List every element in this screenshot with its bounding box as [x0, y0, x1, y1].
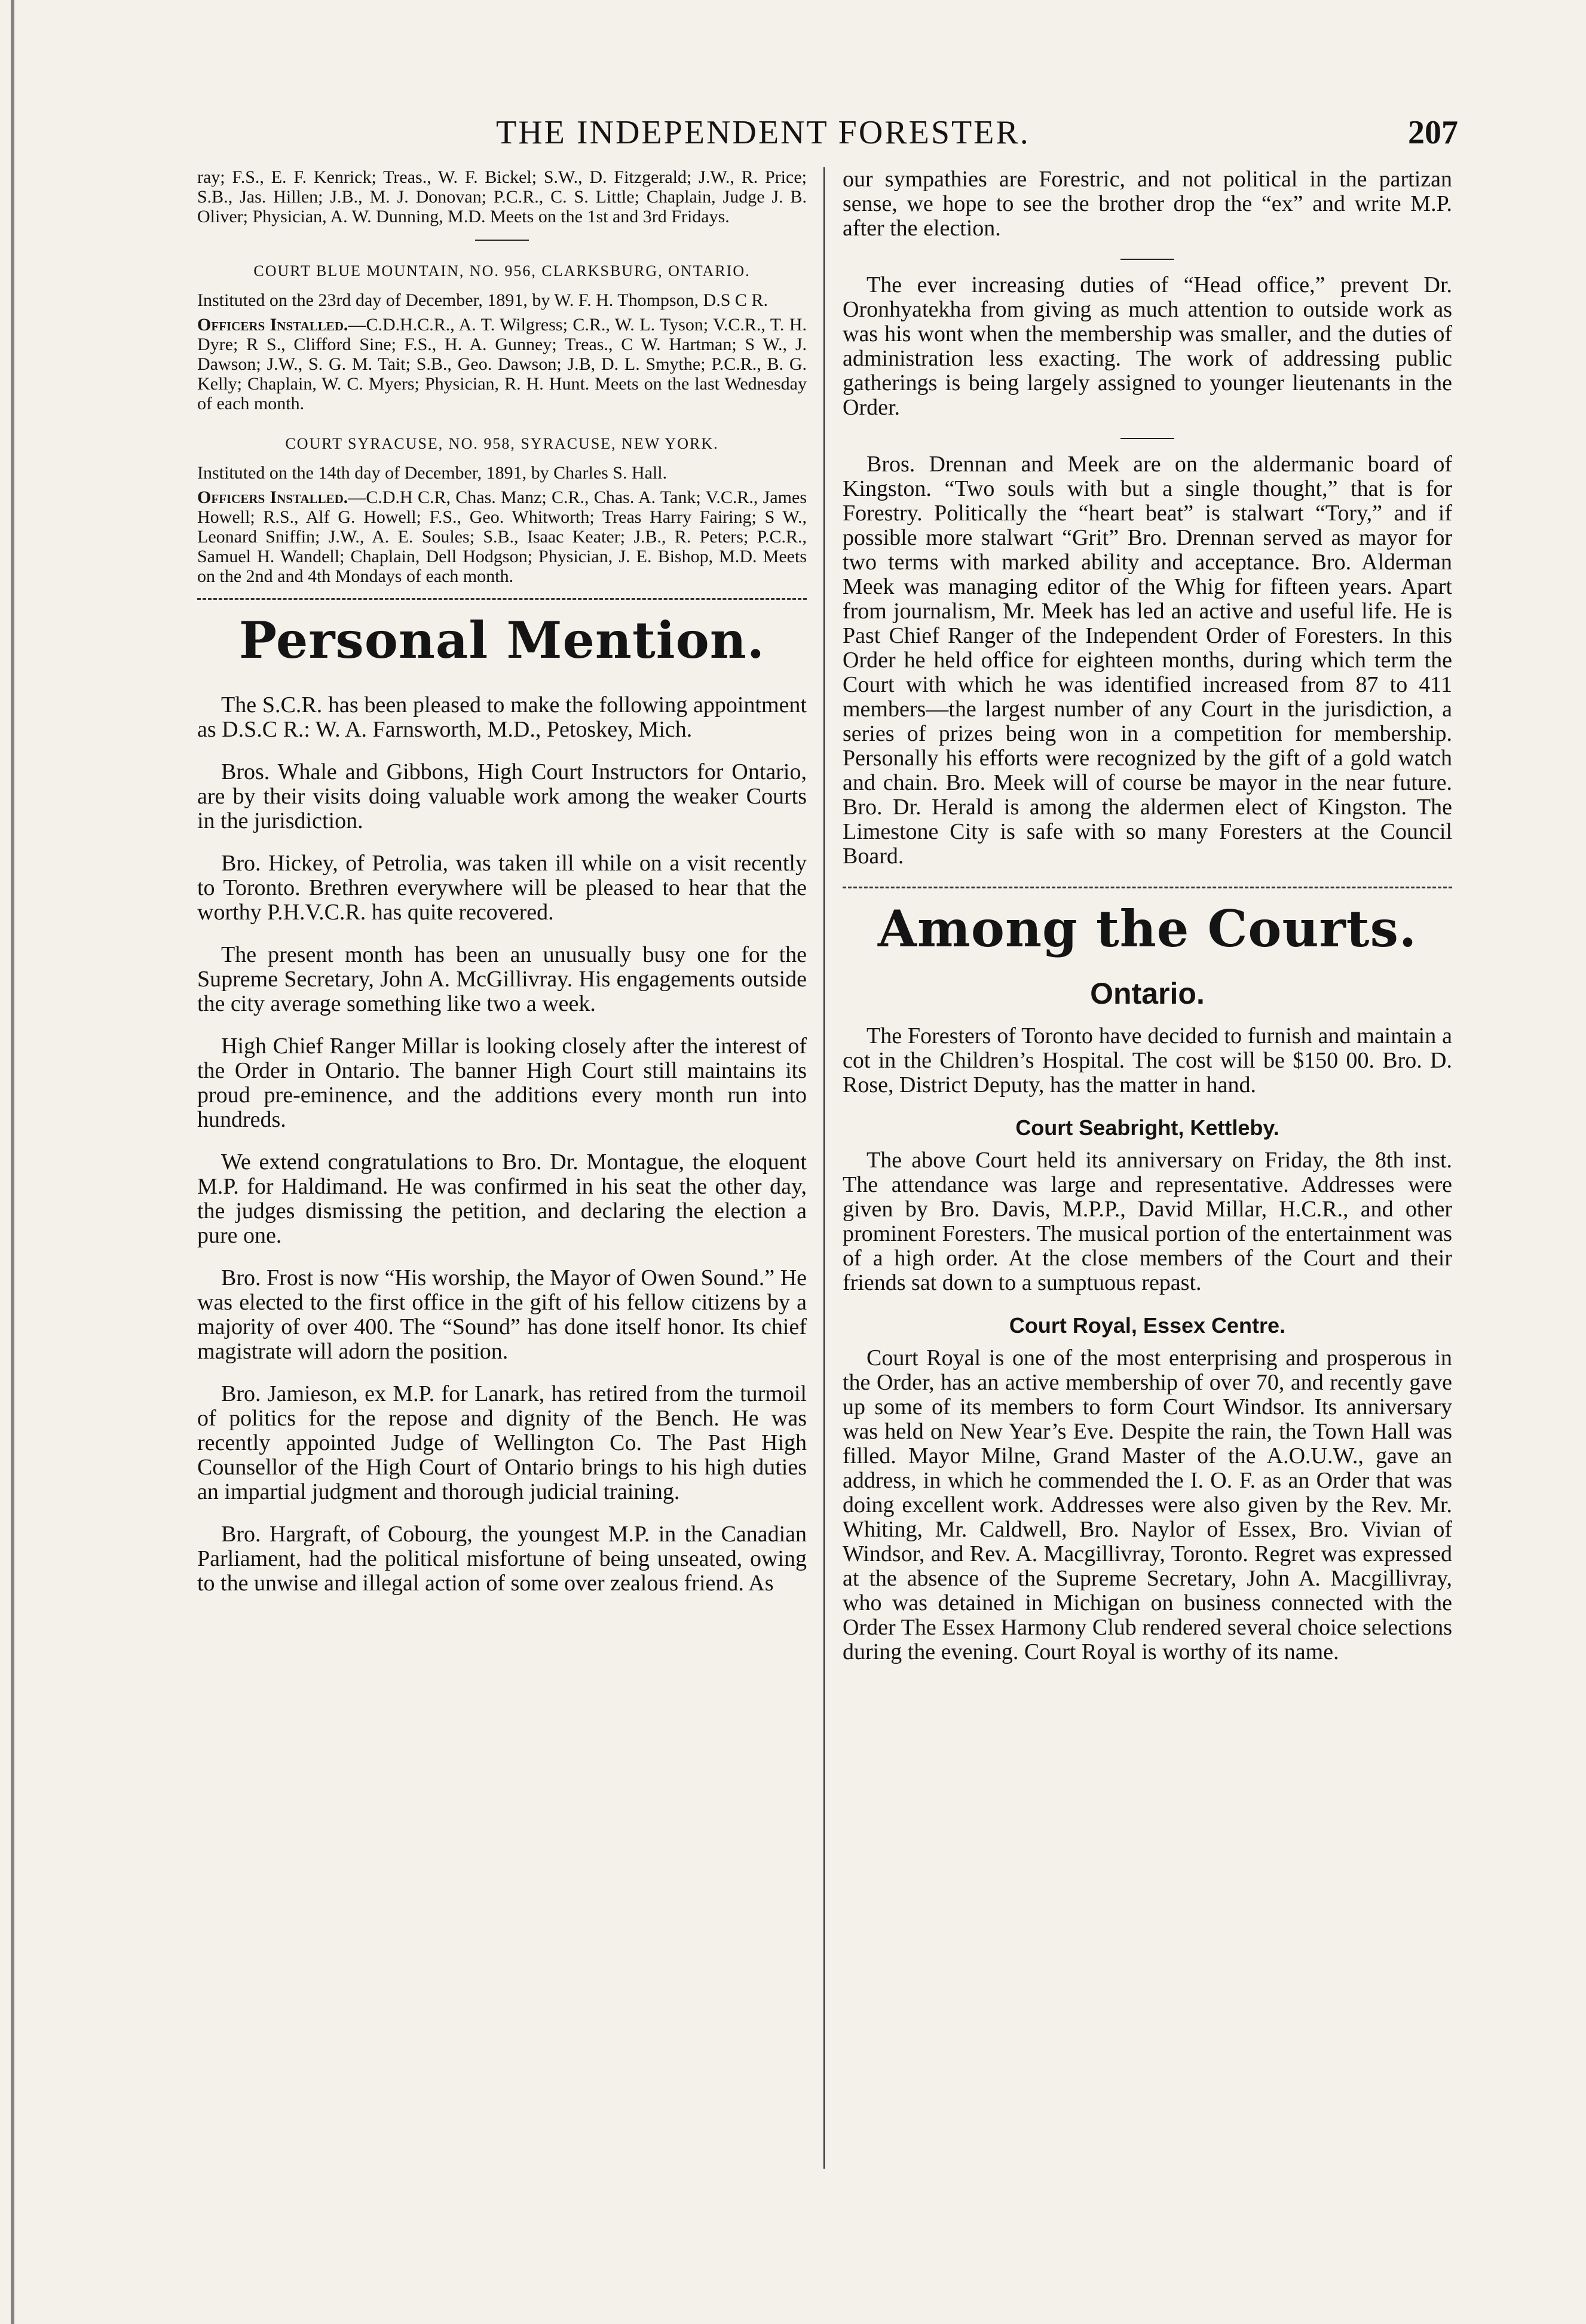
paragraph: Bros. Whale and Gibbons, High Court Instructors for Ontario, are by their visits doing valuable work among the weaker Courts in the jurisdiction.	[197, 759, 807, 833]
page-number: 207	[1408, 114, 1458, 151]
left-column	[197, 167, 807, 1614]
court-officers	[197, 315, 807, 413]
court-subheading: Court Seabright, Kettleby.	[1015, 1115, 1279, 1140]
paragraph: The S.C.R. has been pleased to make the following appointment as D.S.C R.: W. A. Farnsworth, M.D., Petoskey, Mich.	[197, 692, 807, 742]
section-divider	[197, 598, 807, 600]
officers-label: Officers Installed.	[197, 488, 348, 507]
scan-edge	[11, 0, 14, 2324]
court-entry	[197, 290, 807, 413]
continuation-text: ray; F.S., E. F. Kenrick; Treas., W. F. Bickel; S.W., D. Fitzgerald; J.W., R. Price; S.B., Jas. Hillen; J.B., M. J. Donovan; P.C.R., C. S. Little; Chaplain, Judge J. B. Oliver; Physician, A. W. Dunning, M.D. Meets on the 1st and 3rd Fridays.	[197, 167, 807, 226]
paragraph: Bros. Drennan and Meek are on the aldermanic board of Kingston. “Two souls with but a single thought,” that is for Forestry. Politically the “heart beat” is stalwart “Tory,” and if possible more stalwart “Grit” Bro. Drennan served as mayor for two terms with marked ability and acceptance. Bro. Alderman Meek was managing editor of the Whig for fifteen years. Apart from journalism, Mr. Meek has led an active and useful life. He is Past Chief Ranger of the Independent Order of Foresters. In this Order he held office for eighteen months, during which term the Court with which he was identified increased from 87 to 411 members—the largest number of any Court in the jurisdiction, a series of prizes being won in a competition for membership. Personally his efforts were recognized by the gift of a gold watch and chain. Bro. Meek will of course be mayor in the near future. Bro. Dr. Herald is among the aldermen elect of Kingston. The Limestone City is safe with so many Foresters at the Council Board.	[843, 452, 1452, 869]
paragraph: Court Royal is one of the most enterprising and prosperous in the Order, has an active membership of over 70, and recently gave up some of its members to form Court Windsor. Its anniversary was held on New Year’s Eve. Despite the rain, the Town Hall was filled. Mayor Milne, Grand Master of the A.O.U.W., gave an address, in which he commended the I. O. F. as an Order that was doing excellent work. Addresses were also given by the Rev. Mr. Whiting, Mr. Caldwell, Bro. Naylor of Essex, Bro. Vivian of Windsor, and Rev. A. Macgillivray, Toronto. Regret was expressed at the absence of the Supreme Secretary, John A. Macgillivray, who was detained in Michigan on business connected with the Order The Essex Harmony Club rendered several choice selections during the evening. Court Royal is worthy of its name.	[843, 1345, 1452, 1664]
paragraph: Bro. Hickey, of Petrolia, was taken ill while on a visit recently to Toronto. Brethren everywhere will be pleased to hear that the worthy P.H.V.C.R. has quite recovered.	[197, 851, 807, 925]
section-divider	[843, 887, 1452, 888]
court-subheading: Court Royal, Essex Centre.	[1009, 1313, 1286, 1338]
court-instituted: Instituted on the 14th day of December, 1891, by Charles S. Hall.	[197, 463, 668, 483]
divider	[1120, 438, 1174, 439]
paragraph: Bro. Jamieson, ex M.P. for Lanark, has retired from the turmoil of politics for the repose and dignity of the Bench. He was recently appointed Judge of Wellington Co. The Past High Counsellor of the High Court of Ontario brings to his high duties an impartial judgment and thorough judicial training.	[197, 1381, 807, 1504]
page-header	[197, 114, 1458, 161]
section-title-personal-mention: Personal Mention.	[238, 611, 766, 670]
court-entry	[197, 463, 807, 586]
officers-list: —C.D.H.C.R., A. T. Wilgress; C.R., W. L. Tyson; V.C.R., T. H. Dyre; R S., Clifford Sine; F.S., H. A. Gunney; Treas., C W. Hartman; S W., J. Dawson; J.W., S. G. M. Tait; S.B., Geo. Dawson; J.B, D. L. Smythe; P.C.R., B. G. Kelly; Chaplain, W. C. Myers; Physician, R. H. Hunt. Meets on the last Wednesday of each month.	[197, 315, 807, 413]
paragraph: High Chief Ranger Millar is looking closely after the interest of the Order in Ontario. The banner High Court still maintains its proud pre-eminence, and the additions every month run into hundreds.	[197, 1034, 807, 1132]
right-column	[843, 167, 1452, 1682]
paragraph: our sympathies are Forestric, and not political in the partizan sense, we hope to see the brother drop the “ex” and write M.P. after the election.	[843, 167, 1452, 241]
court-instituted: Instituted on the 23rd day of December, 1891, by W. F. H. Thompson, D.S C R.	[197, 290, 768, 310]
paragraph: Bro. Hargraft, of Cobourg, the youngest M.P. in the Canadian Parliament, had the political misfortune of being unseated, owing to the unwise and illegal action of some over zealous friend. As	[197, 1522, 807, 1596]
page-title: THE INDEPENDENT FORESTER.	[496, 114, 1030, 151]
officers-label: Officers Installed.	[197, 315, 348, 335]
court-officers	[197, 488, 807, 586]
officers-list: —C.D.H C.R, Chas. Manz; C.R., Chas. A. Tank; V.C.R., James Howell; R.S., Alf G. Howell; F.S., Geo. Whitworth; Treas Harry Fairing; S W., Leonard Sniffin; J.W., A. E. Soules; S.B., Isaac Keater; J.B., R. Peters; P.C.R., Samuel H. Wandell; Chaplain, Dell Hodgson; Physician, J. E. Bishop, M.D. Meets on the 2nd and 4th Mondays of each month.	[197, 488, 807, 586]
divider	[1120, 259, 1174, 260]
paragraph: The above Court held its anniversary on Friday, the 8th inst. The attendance was large and representative. Addresses were given by Bro. Davis, M.P.P., David Millar, H.C.R., and other prominent Foresters. The musical portion of the entertainment was of a high order. At the close members of the Court and their friends sat down to a sumptuous repast.	[843, 1148, 1452, 1295]
paragraph: Bro. Frost is now “His worship, the Mayor of Owen Sound.” He was elected to the first office in the gift of his fellow citizens by a majority of over 400. The “Sound” has done itself honor. Its chief magistrate will adorn the position.	[197, 1265, 807, 1364]
divider	[475, 240, 529, 241]
section-title-among-the-courts: Among the Courts.	[877, 899, 1417, 958]
column-rule	[823, 167, 825, 2169]
paragraph: The Foresters of Toronto have decided to furnish and maintain a cot in the Children’s Hospital. The cost will be $150 00. Bro. D. Rose, District Deputy, has the matter in hand.	[843, 1023, 1452, 1097]
court-heading: COURT SYRACUSE, NO. 958, SYRACUSE, NEW YORK.	[285, 435, 719, 452]
province-heading: Ontario.	[1090, 977, 1205, 1010]
officers-continuation	[197, 167, 807, 226]
paragraph: We extend congratulations to Bro. Dr. Montague, the eloquent M.P. for Haldimand. He was confirmed in his seat the other day, the judges dismissing the petition, and declaring the election a pure one.	[197, 1149, 807, 1248]
court-heading: COURT BLUE MOUNTAIN, NO. 956, CLARKSBURG, ONTARIO.	[253, 262, 751, 280]
paragraph: The present month has been an unusually busy one for the Supreme Secretary, John A. McGillivray. His engagements outside the city average something like two a week.	[197, 942, 807, 1016]
paragraph: The ever increasing duties of “Head office,” prevent Dr. Oronhyatekha from giving as much attention to outside work as was his wont when the membership was smaller, and the duties of administration less exacting. The work of addressing public gatherings is being largely assigned to younger lieutenants in the Order.	[843, 272, 1452, 420]
